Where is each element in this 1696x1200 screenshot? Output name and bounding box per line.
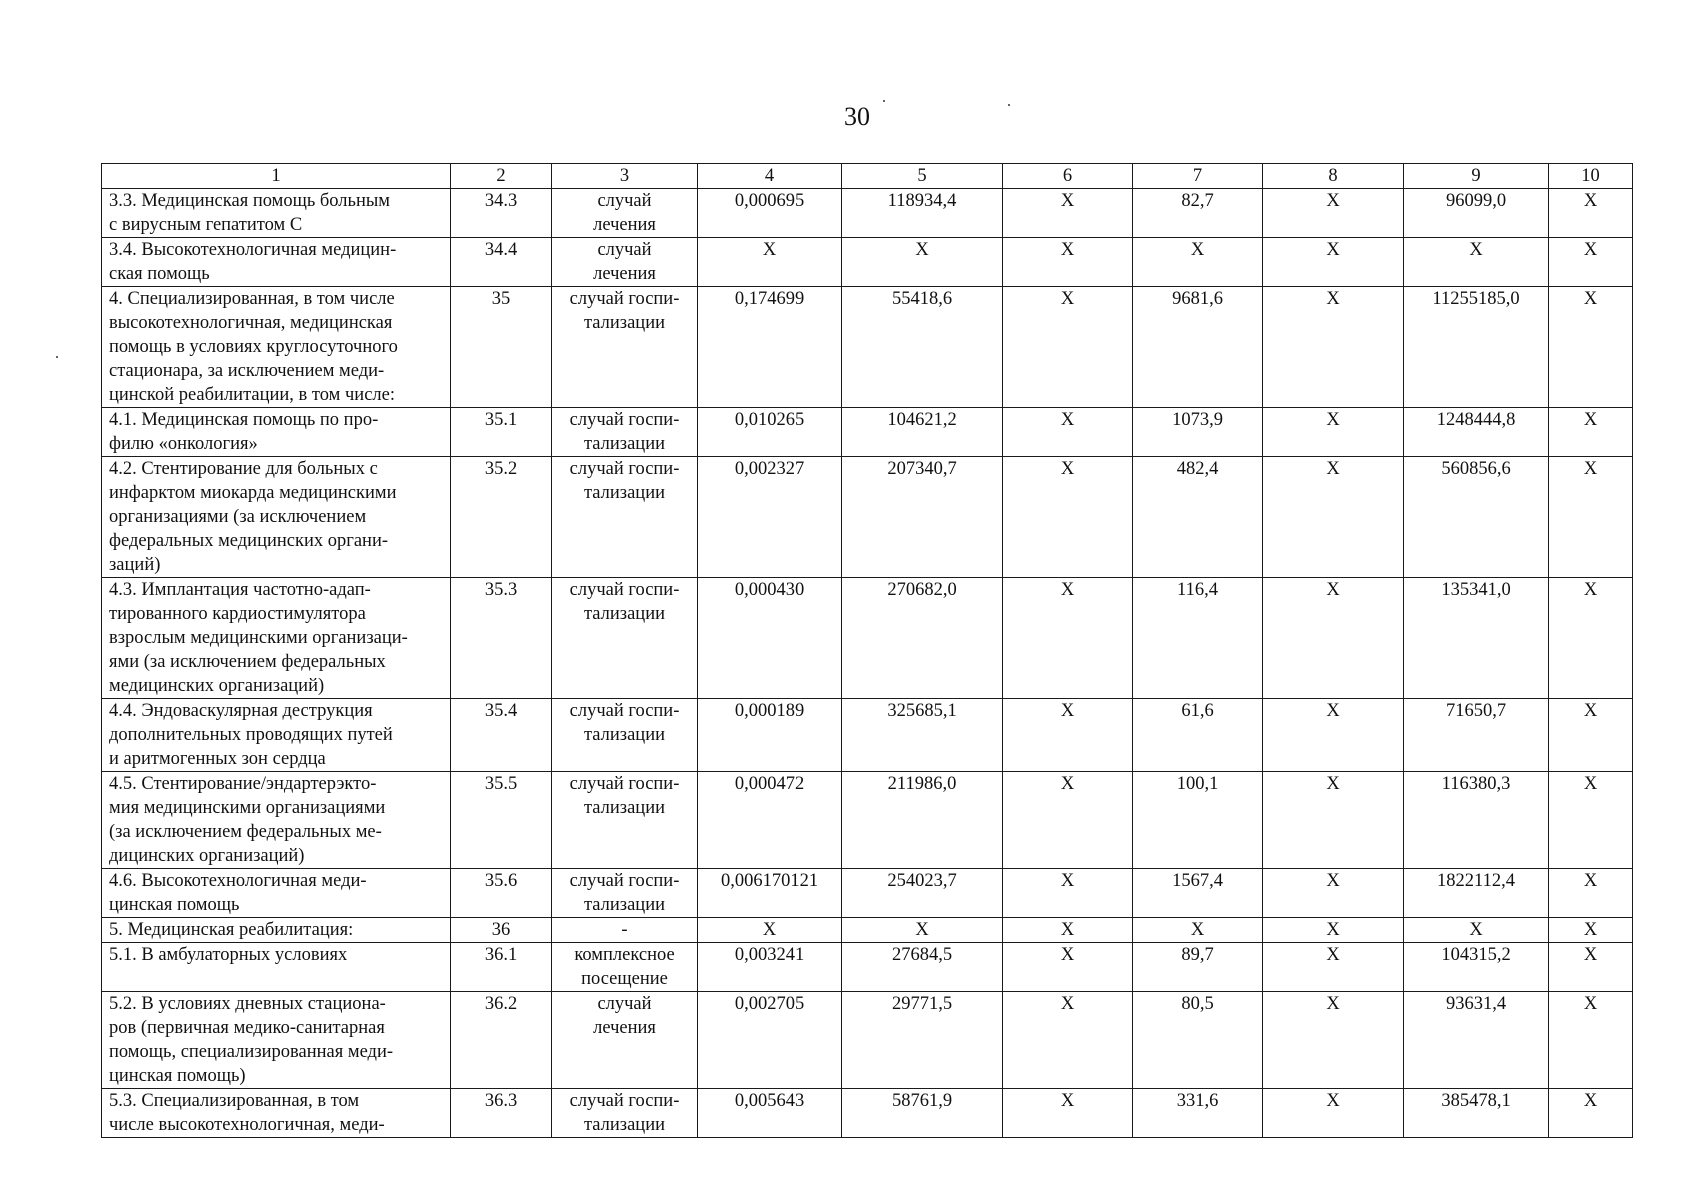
row-col10-cell: Х <box>1549 943 1633 992</box>
row-col7-cell: 116,4 <box>1133 578 1263 699</box>
row-name-cell: 4.2. Стентирование для больных с инфарктом миокарда медицинскими организациями (за исключением федеральных медицинских органи- заций) <box>102 457 451 578</box>
column-number: 1 <box>102 164 451 189</box>
row-code-cell: 35 <box>451 287 552 408</box>
row-col9-cell: 104315,2 <box>1404 943 1549 992</box>
row-col4-cell: 0,000695 <box>698 189 842 238</box>
column-number: 7 <box>1133 164 1263 189</box>
row-unit-cell: случай госпи- тализации <box>552 869 698 918</box>
row-col7-cell: 89,7 <box>1133 943 1263 992</box>
row-code-cell: 35.1 <box>451 408 552 457</box>
row-col5-cell: 27684,5 <box>842 943 1003 992</box>
row-code-cell: 36.1 <box>451 943 552 992</box>
row-name-cell: 5.1. В амбулаторных условиях <box>102 943 451 992</box>
row-col10-cell: Х <box>1549 189 1633 238</box>
row-col6-cell: Х <box>1003 992 1133 1089</box>
row-col10-cell: Х <box>1549 699 1633 772</box>
row-col10-cell: Х <box>1549 578 1633 699</box>
row-unit-cell: случай лечения <box>552 238 698 287</box>
row-col5-cell: 270682,0 <box>842 578 1003 699</box>
row-col8-cell: Х <box>1263 578 1404 699</box>
row-col8-cell: Х <box>1263 772 1404 869</box>
column-number: 4 <box>698 164 842 189</box>
row-unit-cell: случай госпи- тализации <box>552 457 698 578</box>
row-code-cell: 35.5 <box>451 772 552 869</box>
row-col10-cell: Х <box>1549 238 1633 287</box>
row-col4-cell: 0,006170121 <box>698 869 842 918</box>
row-unit-cell: случай госпи- тализации <box>552 287 698 408</box>
table-row <box>102 287 1633 408</box>
row-col9-cell: 96099,0 <box>1404 189 1549 238</box>
row-col4-cell: 0,000472 <box>698 772 842 869</box>
row-col7-cell: 80,5 <box>1133 992 1263 1089</box>
row-col4-cell: 0,174699 <box>698 287 842 408</box>
row-name-cell: 4.1. Медицинская помощь по про- филю «онкология» <box>102 408 451 457</box>
row-name-cell: 4.6. Высокотехнологичная меди- цинская помощь <box>102 869 451 918</box>
column-number: 5 <box>842 164 1003 189</box>
row-code-cell: 34.3 <box>451 189 552 238</box>
row-col7-cell: 9681,6 <box>1133 287 1263 408</box>
row-col4-cell: 0,000430 <box>698 578 842 699</box>
row-col8-cell: Х <box>1263 869 1404 918</box>
table-row <box>102 189 1633 238</box>
column-number: 8 <box>1263 164 1404 189</box>
row-col10-cell: Х <box>1549 869 1633 918</box>
row-unit-cell: случай лечения <box>552 189 698 238</box>
row-unit-cell: случай госпи- тализации <box>552 772 698 869</box>
row-col6-cell: Х <box>1003 408 1133 457</box>
row-col7-cell: 61,6 <box>1133 699 1263 772</box>
row-col7-cell: 1073,9 <box>1133 408 1263 457</box>
table-header-row <box>102 164 1633 189</box>
row-col9-cell: 1822112,4 <box>1404 869 1549 918</box>
row-col7-cell: Х <box>1133 918 1263 943</box>
row-col10-cell: Х <box>1549 408 1633 457</box>
row-col6-cell: Х <box>1003 869 1133 918</box>
row-col7-cell: 1567,4 <box>1133 869 1263 918</box>
row-col4-cell: 0,010265 <box>698 408 842 457</box>
row-code-cell: 36.2 <box>451 992 552 1089</box>
row-col8-cell: Х <box>1263 189 1404 238</box>
row-col8-cell: Х <box>1263 918 1404 943</box>
row-col10-cell: Х <box>1549 772 1633 869</box>
table-row <box>102 943 1633 992</box>
row-col9-cell: 11255185,0 <box>1404 287 1549 408</box>
row-col6-cell: Х <box>1003 238 1133 287</box>
row-col9-cell: 116380,3 <box>1404 772 1549 869</box>
row-unit-cell: комплексное посещение <box>552 943 698 992</box>
row-col6-cell: Х <box>1003 457 1133 578</box>
row-unit-cell: - <box>552 918 698 943</box>
table-row <box>102 408 1633 457</box>
row-col4-cell: 0,003241 <box>698 943 842 992</box>
column-number: 9 <box>1404 164 1549 189</box>
table-row <box>102 918 1633 943</box>
row-col8-cell: Х <box>1263 992 1404 1089</box>
row-col9-cell: Х <box>1404 918 1549 943</box>
row-code-cell: 35.2 <box>451 457 552 578</box>
row-col5-cell: 118934,4 <box>842 189 1003 238</box>
row-unit-cell: случай госпи- тализации <box>552 699 698 772</box>
table-row <box>102 578 1633 699</box>
row-col5-cell: 207340,7 <box>842 457 1003 578</box>
row-col9-cell: 71650,7 <box>1404 699 1549 772</box>
row-col7-cell: 100,1 <box>1133 772 1263 869</box>
row-col10-cell: Х <box>1549 992 1633 1089</box>
row-col5-cell: 55418,6 <box>842 287 1003 408</box>
column-number: 3 <box>552 164 698 189</box>
row-code-cell: 35.6 <box>451 869 552 918</box>
row-col9-cell: 135341,0 <box>1404 578 1549 699</box>
row-col6-cell: Х <box>1003 772 1133 869</box>
row-col9-cell: 93631,4 <box>1404 992 1549 1089</box>
row-name-cell: 4. Специализированная, в том числе высокотехнологичная, медицинская помощь в условиях круглосуточного стационара, за исключением меди- цинской реабилитации, в том числе: <box>102 287 451 408</box>
row-col9-cell: Х <box>1404 238 1549 287</box>
row-name-cell: 4.3. Имплантация частотно-адап- тированного кардиостимулятора взрослым медицинскими организаци- ями (за исключением федеральных медицинских организаций) <box>102 578 451 699</box>
row-unit-cell: случай госпи- тализации <box>552 578 698 699</box>
row-col8-cell: Х <box>1263 238 1404 287</box>
scan-speck <box>56 356 58 358</box>
row-col9-cell: 385478,1 <box>1404 1089 1549 1138</box>
row-name-cell: 4.5. Стентирование/эндартерэкто- мия медицинскими организациями (за исключением федеральных ме- дицинских организаций) <box>102 772 451 869</box>
row-col7-cell: 331,6 <box>1133 1089 1263 1138</box>
table-row <box>102 457 1633 578</box>
row-unit-cell: случай госпи- тализации <box>552 1089 698 1138</box>
table-body <box>102 164 1633 1138</box>
row-col6-cell: Х <box>1003 189 1133 238</box>
row-col5-cell: 58761,9 <box>842 1089 1003 1138</box>
table-row <box>102 699 1633 772</box>
row-col8-cell: Х <box>1263 408 1404 457</box>
row-col4-cell: Х <box>698 238 842 287</box>
row-col9-cell: 1248444,8 <box>1404 408 1549 457</box>
row-col4-cell: 0,005643 <box>698 1089 842 1138</box>
row-col8-cell: Х <box>1263 1089 1404 1138</box>
row-col5-cell: 254023,7 <box>842 869 1003 918</box>
row-name-cell: 5. Медицинская реабилитация: <box>102 918 451 943</box>
row-col5-cell: 211986,0 <box>842 772 1003 869</box>
row-col5-cell: 325685,1 <box>842 699 1003 772</box>
row-col10-cell: Х <box>1549 457 1633 578</box>
page-number: 30 <box>844 102 870 131</box>
row-col6-cell: Х <box>1003 287 1133 408</box>
row-col6-cell: Х <box>1003 699 1133 772</box>
table-row <box>102 869 1633 918</box>
row-col4-cell: 0,002327 <box>698 457 842 578</box>
table-row <box>102 1089 1633 1138</box>
row-col8-cell: Х <box>1263 457 1404 578</box>
row-code-cell: 35.3 <box>451 578 552 699</box>
row-name-cell: 4.4. Эндоваскулярная деструкция дополнительных проводящих путей и аритмогенных зон сердца <box>102 699 451 772</box>
row-col6-cell: Х <box>1003 918 1133 943</box>
row-col7-cell: 82,7 <box>1133 189 1263 238</box>
row-code-cell: 36.3 <box>451 1089 552 1138</box>
row-name-cell: 5.2. В условиях дневных стациона- ров (первичная медико-санитарная помощь, специализированная меди- цинская помощь) <box>102 992 451 1089</box>
table-row <box>102 772 1633 869</box>
row-unit-cell: случай госпи- тализации <box>552 408 698 457</box>
row-col4-cell: Х <box>698 918 842 943</box>
row-col5-cell: 104621,2 <box>842 408 1003 457</box>
table-row <box>102 238 1633 287</box>
row-col6-cell: Х <box>1003 578 1133 699</box>
row-code-cell: 35.4 <box>451 699 552 772</box>
row-name-cell: 3.4. Высокотехнологичная медицин- ская помощь <box>102 238 451 287</box>
scan-speck <box>883 100 885 102</box>
row-code-cell: 36 <box>451 918 552 943</box>
row-col7-cell: 482,4 <box>1133 457 1263 578</box>
row-col4-cell: 0,002705 <box>698 992 842 1089</box>
row-col9-cell: 560856,6 <box>1404 457 1549 578</box>
row-col6-cell: Х <box>1003 943 1133 992</box>
row-name-cell: 5.3. Специализированная, в том числе высокотехнологичная, меди- <box>102 1089 451 1138</box>
row-unit-cell: случай лечения <box>552 992 698 1089</box>
column-number: 2 <box>451 164 552 189</box>
row-col10-cell: Х <box>1549 1089 1633 1138</box>
row-col8-cell: Х <box>1263 287 1404 408</box>
row-name-cell: 3.3. Медицинская помощь больным с вирусным гепатитом С <box>102 189 451 238</box>
row-col5-cell: 29771,5 <box>842 992 1003 1089</box>
row-col6-cell: Х <box>1003 1089 1133 1138</box>
row-col10-cell: Х <box>1549 918 1633 943</box>
scan-speck <box>1008 104 1010 106</box>
data-table <box>101 163 1633 1138</box>
column-number: 10 <box>1549 164 1633 189</box>
row-col8-cell: Х <box>1263 699 1404 772</box>
row-col5-cell: Х <box>842 918 1003 943</box>
row-col8-cell: Х <box>1263 943 1404 992</box>
column-number: 6 <box>1003 164 1133 189</box>
table-row <box>102 992 1633 1089</box>
row-col10-cell: Х <box>1549 287 1633 408</box>
row-col4-cell: 0,000189 <box>698 699 842 772</box>
row-code-cell: 34.4 <box>451 238 552 287</box>
row-col7-cell: Х <box>1133 238 1263 287</box>
row-col5-cell: Х <box>842 238 1003 287</box>
